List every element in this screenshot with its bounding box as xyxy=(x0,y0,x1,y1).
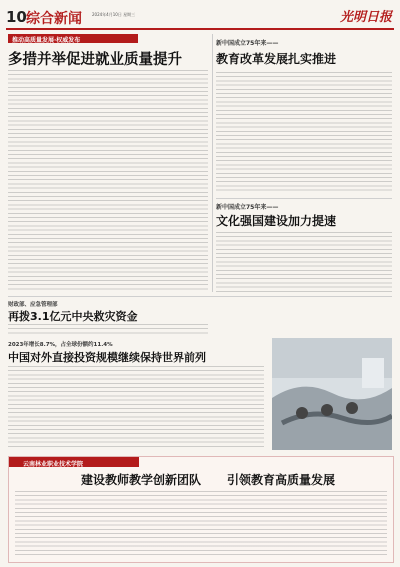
article3-body xyxy=(216,232,392,292)
article1-kicker: 推动高质量发展·权威发布 xyxy=(12,37,81,44)
article4-headline: 再拨3.1亿元中央救灾资金 xyxy=(8,310,138,323)
article6-body xyxy=(15,491,387,557)
newspaper-logo: 光明日报 xyxy=(339,10,392,25)
article6-headline-right: 引领教育高质量发展 xyxy=(227,473,336,487)
article4-kicker: 财政部、应急管理部 xyxy=(8,302,58,308)
article1-headline: 多措并举促进就业质量提升 xyxy=(8,52,182,68)
article3-headline: 文化强国建设加力提速 xyxy=(216,214,337,228)
news-photo xyxy=(272,338,392,450)
article5-body xyxy=(8,366,264,450)
article-outbound-investment xyxy=(8,340,268,450)
article-employment xyxy=(8,34,208,292)
article6-headline-left: 建设教师教学创新团队 xyxy=(81,473,202,487)
photo-illustration xyxy=(272,338,392,450)
article1-body xyxy=(8,70,208,292)
masthead-rule xyxy=(6,28,394,30)
page-number: 10 xyxy=(6,8,27,26)
article3-kicker: 新中国成立75年来—— xyxy=(216,204,279,211)
article-education xyxy=(216,34,392,194)
article2-headline: 教育改革发展扎实推进 xyxy=(216,52,337,66)
article5-headline: 中国对外直接投资规模继续保持世界前列 xyxy=(8,351,206,364)
article-culture xyxy=(216,200,392,292)
article2-kicker: 新中国成立75年来—— xyxy=(216,40,279,47)
bottom-banner xyxy=(8,456,394,563)
section-title: 综合新闻 xyxy=(26,11,82,27)
article4-body xyxy=(8,324,208,336)
section-divider xyxy=(8,296,392,297)
section-divider xyxy=(216,198,392,199)
column-divider xyxy=(212,34,213,292)
masthead xyxy=(0,0,400,30)
article5-kicker: 2023年增长8.7%，占全球份额约11.4% xyxy=(8,342,113,348)
article6-kicker: 云南林业职业技术学院 xyxy=(23,460,84,468)
date-line: 2024年4月10日 星期三 xyxy=(92,12,136,17)
article-disaster-relief xyxy=(8,300,208,336)
article2-body xyxy=(216,72,392,194)
